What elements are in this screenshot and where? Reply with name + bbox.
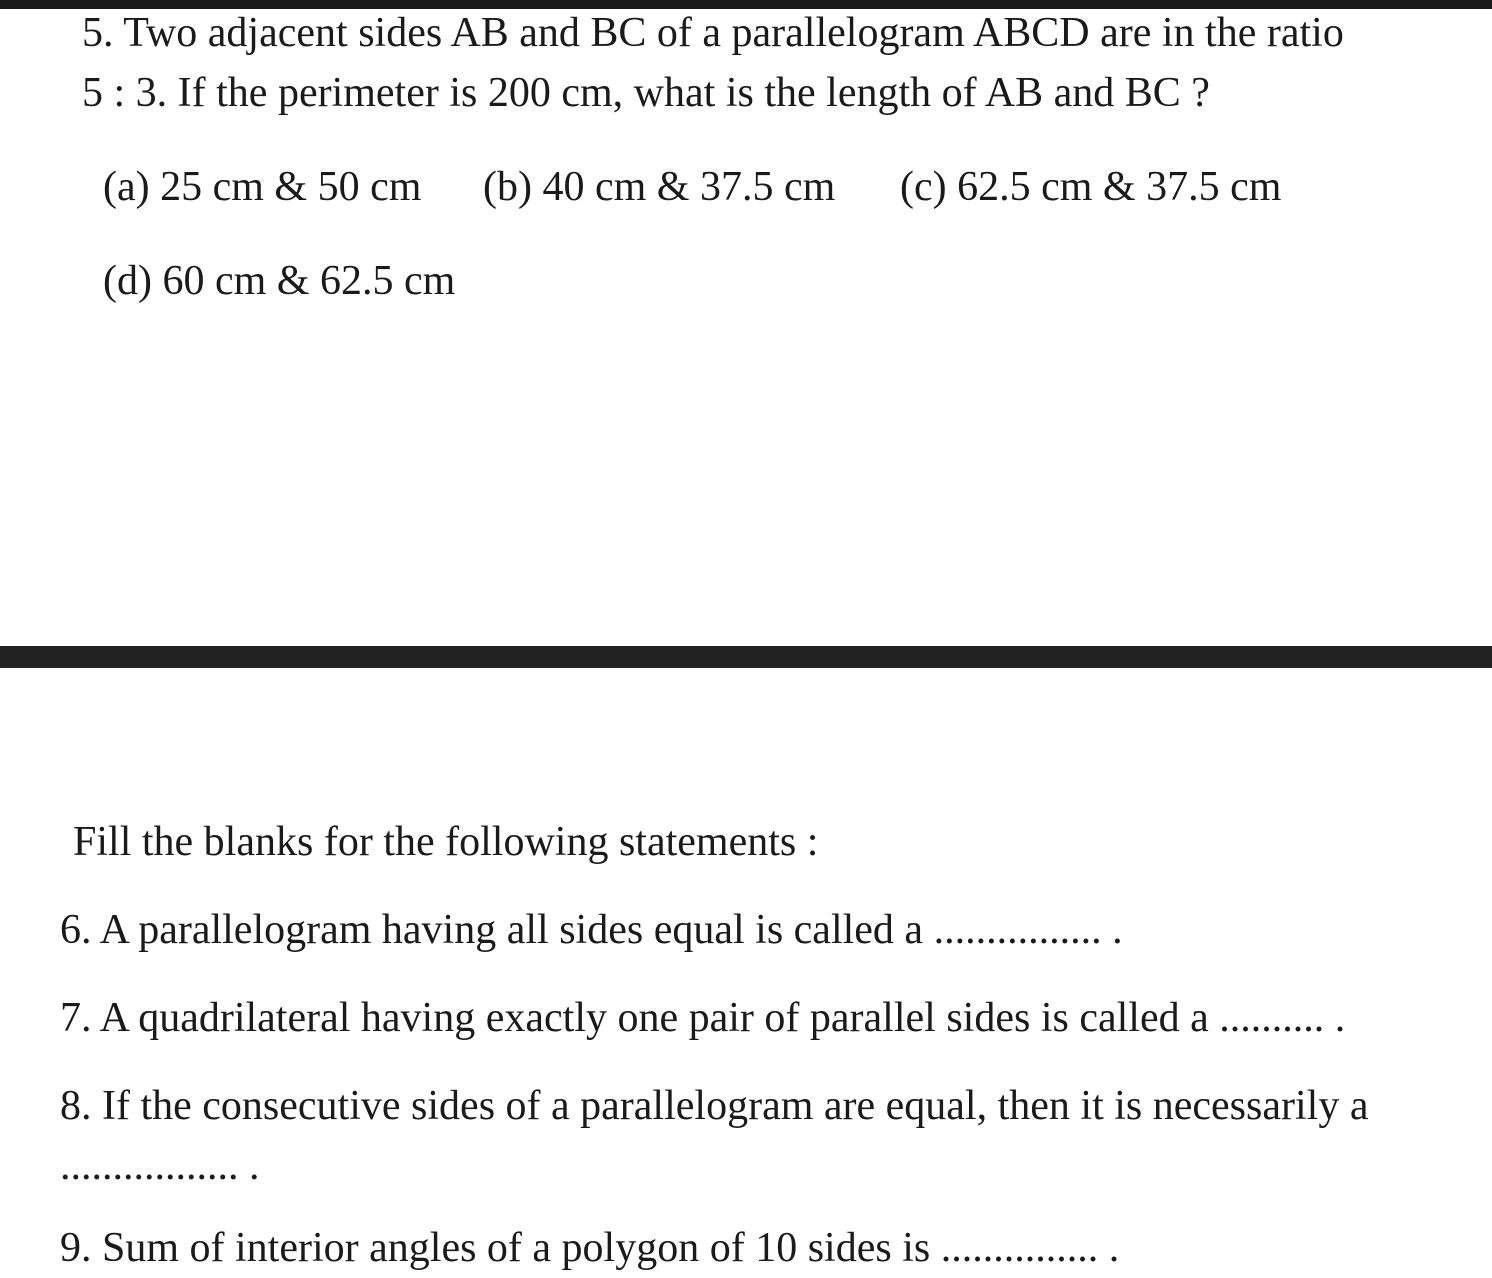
option-b: (b) 40 cm & 37.5 cm [483, 164, 836, 210]
question-8-blank: ................. . [60, 1143, 260, 1189]
option-a: (a) 25 cm & 50 cm [103, 164, 422, 210]
option-d: (d) 60 cm & 62.5 cm [103, 258, 456, 304]
option-c: (c) 62.5 cm & 37.5 cm [900, 164, 1282, 210]
question-6: 6. A parallelogram having all sides equal is called a ................ . [60, 907, 1123, 953]
question-5-line-1: 5. Two adjacent sides AB and BC of a parallelogram ABCD are in the ratio [82, 10, 1344, 56]
section-divider [0, 646, 1492, 668]
question-7: 7. A quadrilateral having exactly one pair of parallel sides is called a .......... . [60, 995, 1346, 1041]
question-9: 9. Sum of interior angles of a polygon of 10 sides is ............... . [60, 1225, 1120, 1271]
question-5-line-2: 5 : 3. If the perimeter is 200 cm, what is the length of AB and BC ? [82, 70, 1210, 116]
question-8-line-1: 8. If the consecutive sides of a parallelogram are equal, then it is necessarily a [60, 1083, 1369, 1129]
fill-blanks-heading: Fill the blanks for the following statements : [73, 819, 819, 865]
